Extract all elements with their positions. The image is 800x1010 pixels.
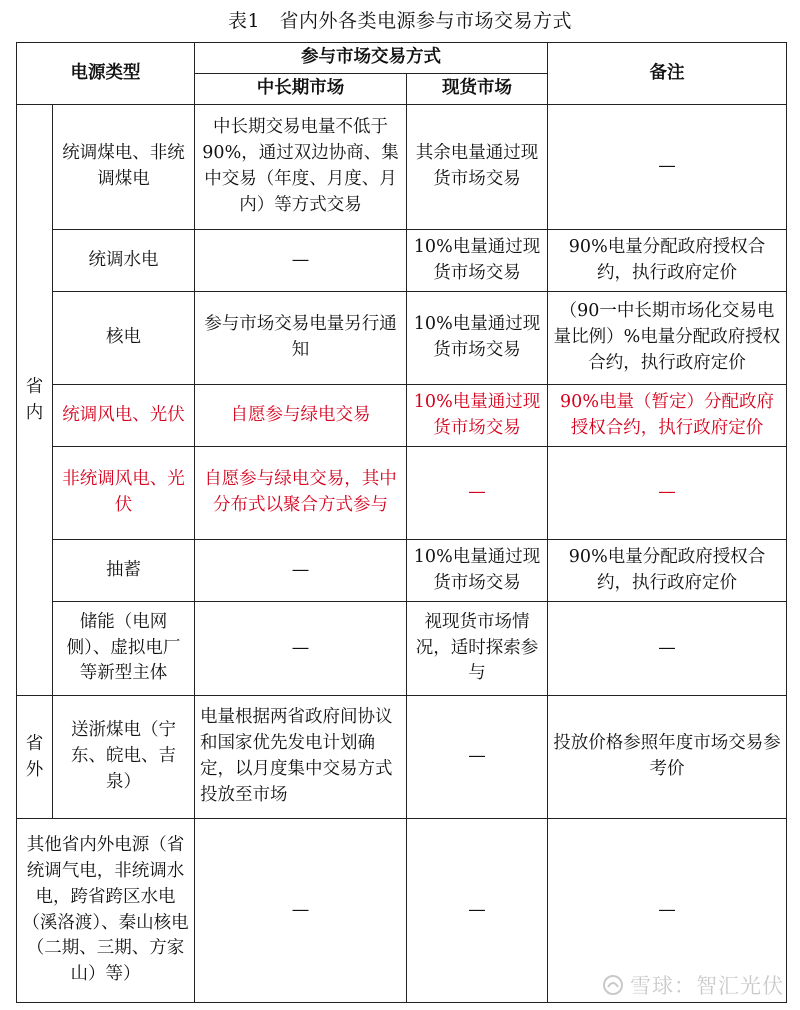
cell-spot: 10%电量通过现货市场交易 <box>407 385 548 447</box>
cell-spot: 10%电量通过现货市场交易 <box>407 540 548 602</box>
table-row <box>17 105 787 230</box>
cell-longterm: 参与市场交易电量另行通知 <box>195 292 407 385</box>
table-row-highlighted <box>17 447 787 540</box>
table-row <box>17 696 787 819</box>
header-longterm-market: 中长期市场 <box>195 74 407 105</box>
cell-notes: 投放价格参照年度市场交易参考价 <box>548 696 787 819</box>
cell-spot: 10%电量通过现货市场交易 <box>407 292 548 385</box>
region-in-province <box>17 105 53 696</box>
cell-longterm: — <box>195 602 407 696</box>
market-trading-table <box>16 42 787 1003</box>
cell-type: 非统调风电、光伏 <box>53 447 195 540</box>
watermark <box>602 970 784 1000</box>
snowball-logo-icon <box>602 974 624 996</box>
cell-longterm: 自愿参与绿电交易，其中分布式以聚合方式参与 <box>195 447 407 540</box>
header-power-type: 电源类型 <box>17 43 195 105</box>
cell-type: 统调水电 <box>53 230 195 292</box>
cell-longterm: — <box>195 819 407 1003</box>
table-row <box>17 602 787 696</box>
cell-longterm: — <box>195 540 407 602</box>
cell-longterm: 中长期交易电量不低于90%，通过双边协商、集中交易（年度、月度、月内）等方式交易 <box>195 105 407 230</box>
cell-type: 统调风电、光伏 <box>53 385 195 447</box>
table-row <box>17 540 787 602</box>
cell-notes: — <box>548 105 787 230</box>
cell-spot: — <box>407 447 548 540</box>
cell-longterm: — <box>195 230 407 292</box>
cell-spot: — <box>407 819 548 1003</box>
cell-longterm: 自愿参与绿电交易 <box>195 385 407 447</box>
cell-notes: 90%电量（暂定）分配政府授权合约，执行政府定价 <box>548 385 787 447</box>
cell-spot: — <box>407 696 548 819</box>
region-label: 省内 <box>25 376 44 423</box>
cell-longterm: 电量根据两省政府间协议和国家优先发电计划确定，以月度集中交易方式投放至市场 <box>195 696 407 819</box>
region-out-province <box>17 696 53 819</box>
cell-notes: — <box>548 819 787 1003</box>
cell-notes: 90%电量分配政府授权合约，执行政府定价 <box>548 230 787 292</box>
table-row-highlighted <box>17 385 787 447</box>
region-label: 省外 <box>25 733 44 780</box>
cell-notes: （90一中长期市场化交易电量比例）%电量分配政府授权合约，执行政府定价 <box>548 292 787 385</box>
cell-type: 抽蓄 <box>53 540 195 602</box>
header-notes: 备注 <box>548 43 787 105</box>
cell-spot: 其余电量通过现货市场交易 <box>407 105 548 230</box>
cell-type: 送浙煤电（宁东、皖电、吉泉） <box>53 696 195 819</box>
cell-spot: 视现货市场情况，适时探索参与 <box>407 602 548 696</box>
table-row <box>17 292 787 385</box>
cell-notes: — <box>548 602 787 696</box>
table-caption: 表1 省内外各类电源参与市场交易方式 <box>227 10 573 32</box>
cell-type: 储能（电网侧）、虚拟电厂等新型主体 <box>53 602 195 696</box>
cell-type: 统调煤电、非统调煤电 <box>53 105 195 230</box>
header-trading-mode: 参与市场交易方式 <box>195 43 548 74</box>
cell-type: 其他省内外电源（省统调气电，非统调水电，跨省跨区水电（溪洛渡）、秦山核电（二期、三期、方家山）等） <box>17 819 195 1003</box>
cell-spot: 10%电量通过现货市场交易 <box>407 230 548 292</box>
cell-type: 核电 <box>53 292 195 385</box>
watermark-text: 雪球：智汇光伏 <box>630 974 784 998</box>
cell-notes: 90%电量分配政府授权合约，执行政府定价 <box>548 540 787 602</box>
header-row-1 <box>17 43 787 74</box>
header-spot-market: 现货市场 <box>407 74 548 105</box>
table-row <box>17 230 787 292</box>
cell-notes: — <box>548 447 787 540</box>
